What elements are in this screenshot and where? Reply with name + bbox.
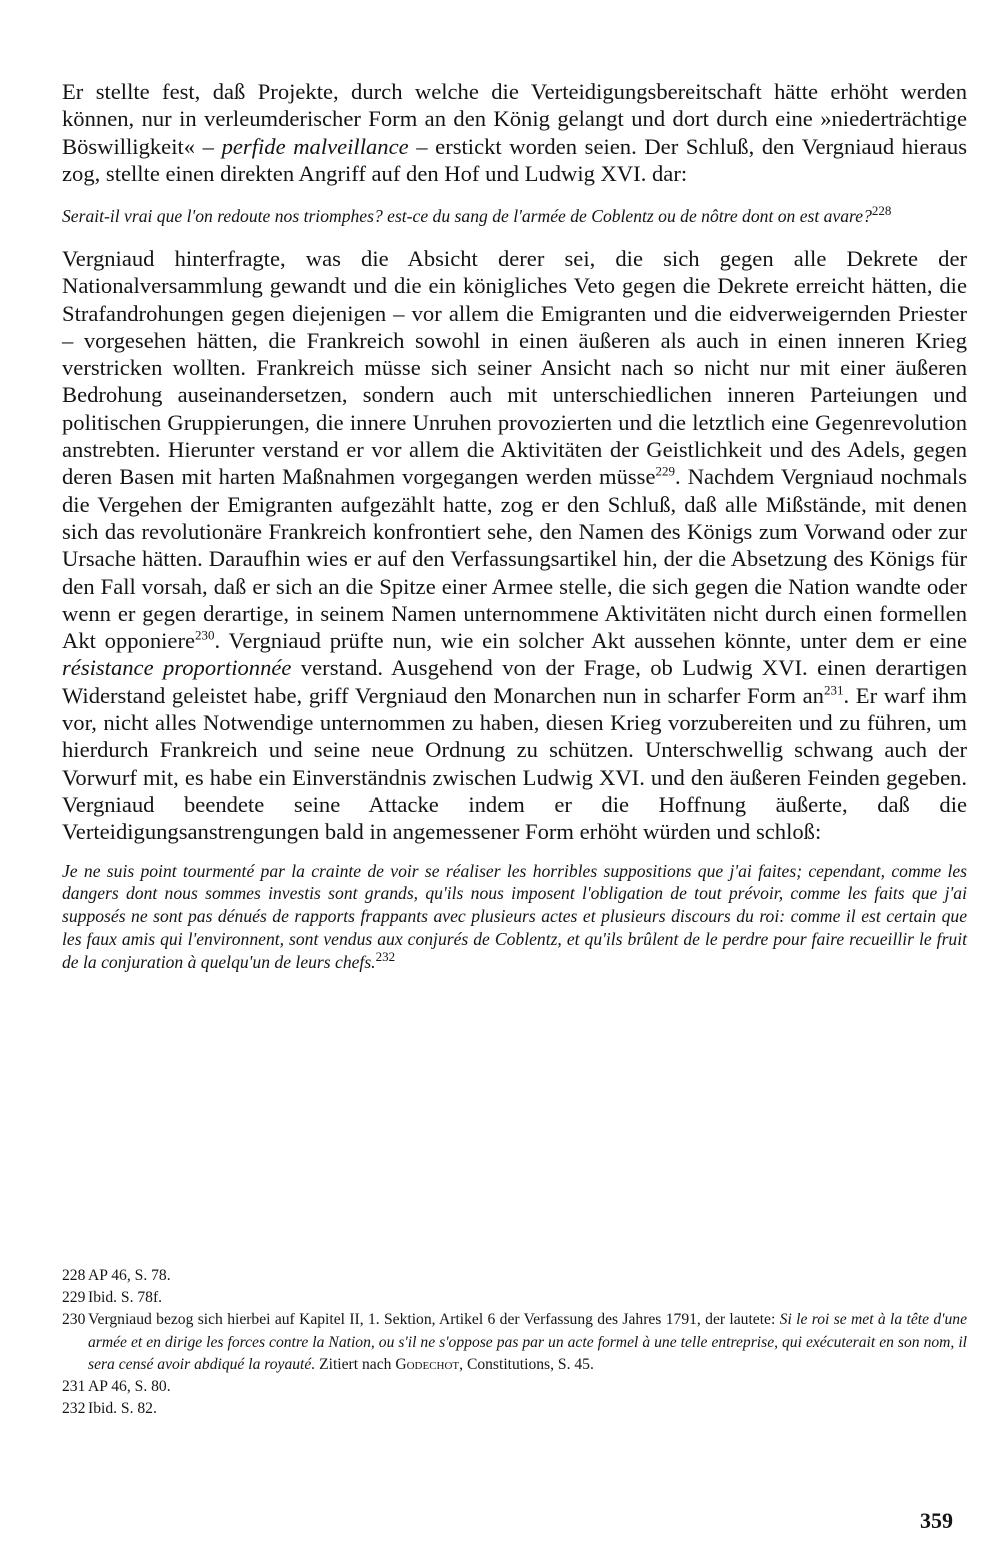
footnote-number: 231 <box>62 1378 86 1396</box>
footnote-text <box>88 1309 967 1376</box>
paragraph-2-italic-term: résistance proportionnée <box>62 655 292 681</box>
footnote-text: Ibid. S. 82. <box>88 1400 157 1418</box>
page-number: 359 <box>920 1508 953 1533</box>
footnote-230 <box>62 1309 967 1376</box>
footnote-230-text-c: Zitiert nach <box>315 1355 396 1373</box>
footnote-number: 230 <box>62 1311 86 1329</box>
footnote-229 <box>62 1287 967 1309</box>
paragraph-2-text-f: . Er warf ihm vor, nicht alles Notwendige unternommen zu haben, diesen Krieg vorzubereiten und zu führen, um hierdurch Frankreich und seine neue Ordnung zu schützen. Unterschwellig schwang auch der Vorwurf mit, es habe ein Einverständnis zwischen Ludwig XVI. und den äußeren Feinden gegeben. Vergniaud beendete seine Attacke indem er die Hoffnung äußerte, daß die Verteidigungsanstrengungen bald in angemessener Form erhöht würden und schloß: <box>62 682 967 845</box>
block-quote-2-text: Je ne suis point tourmenté par la crainte de voir se réaliser les horribles suppositions que j'ai faites; cependant, comme les dangers dont nous sommes investis sont grands, qu'ils nous imposent l'obligation de tout prévoir, comme les faits que j'ai supposés ne sont pas dénués de rapports frappants avec plusieurs actes et plusieurs discours du roi: comme il est certain que les faux amis qui l'environnent, sont vendus aux conjurés de Coblentz, et qu'ils brûlent de le perdre pour faire recueillir le fruit de la conjuration à quelqu'un de leurs chefs. <box>62 860 967 972</box>
footnote-number: 229 <box>62 1289 86 1307</box>
paragraph-2-text-a: Vergniaud hinterfragte, was die Absicht derer sei, die sich gegen alle Dekrete der Nationalversammlung gewandt und die ein königliches Veto gegen die Dekrete erreicht hätten, die Strafandrohungen gegen diejenigen – vor allem die Emigranten und die eidverweigernden Priester – vorgesehen hätten, die Frankreich sowohl in einen äußeren als auch in einen inneren Krieg verstricken wollten. Frankreich müsse sich seiner Ansicht nach so nicht nur mit einer äußeren Bedrohung auseinandersetzen, sondern auch mit unterschiedlichen inneren Parteiungen und politischen Gruppierungen, die innere Unruhen provozierten und die letztlich eine Gegenrevolution anstrebten. Hierunter verstand er vor allem die Aktivitäten der Geistlichkeit und des Adels, gegen deren Basen mit harten Maßnahmen vorgegangen werden müsse <box>62 245 967 490</box>
footnote-number: 228 <box>62 1267 86 1284</box>
footnote-230-quote: Si le roi se met à la tête d'une armée et en dirige les forces contre la Nation, ou s'il ne s'oppose pas par un acte formel à une telle entreprise, qui exécuterait en son nom, il sera censé avoir abdiqué la royauté. <box>88 1311 967 1373</box>
footnote-ref-230: 230 <box>195 627 215 643</box>
paragraph-1-italic-term: perfide malveillance <box>221 133 409 159</box>
footnote-ref-228: 228 <box>871 203 892 219</box>
block-quote-1 <box>62 205 967 228</box>
paragraph-2-text-c: . Vergniaud prüfte nun, wie ein solcher Akt aussehen könnte, unter dem er eine <box>214 628 967 654</box>
footnote-230-text-e: , Constitutions, S. 45. <box>459 1355 594 1373</box>
footnote-ref-232: 232 <box>375 948 396 964</box>
footnote-number: 232 <box>62 1400 86 1418</box>
footnote-231 <box>62 1376 967 1398</box>
footnote-232 <box>62 1398 967 1420</box>
footnote-text: AP 46, S. 78. <box>88 1267 171 1284</box>
block-quote-1-text: Serait-il vrai que l'on redoute nos triomphes? est-ce du sang de l'armée de Coblentz ou de nôtre dont on est avare? <box>62 206 872 227</box>
footnote-text: AP 46, S. 80. <box>88 1378 171 1396</box>
paragraph-2-text-b: . Nachdem Vergniaud nochmals die Vergehen der Emigranten aufgezählt hatte, zog er den Schluß, daß alle Mißstände, mit denen sich das revolutionäre Frankreich konfrontiert sehe, den Namen des Königs zum Vorwand oder zur Ursache hätten. Daraufhin wies er auf den Verfassungsartikel hin, der die Absetzung des Königs für den Fall vorsah, daß er sich an die Spitze einer Armee stelle, die sich gegen die Nation wandte oder wenn er gegen derartige, in seinem Namen unternommene Aktivitäten nicht durch einen formellen Akt opponiere <box>62 464 967 654</box>
footnote-230-author: Godechot <box>395 1355 460 1373</box>
paragraph-1 <box>62 78 967 187</box>
footnote-228 <box>62 1265 967 1287</box>
footnotes <box>62 1265 967 1420</box>
block-quote-2 <box>62 860 967 974</box>
paragraph-1-text-a: Er stellte fest, daß Projekte, durch welche die Verteidigungsbereitschaft hätte erhöht werden können, nur in verleumderischer Form an den König gelangt und dort durch eine »niederträchtige Böswilligkeit« – <box>62 79 967 159</box>
footnote-ref-229: 229 <box>655 463 675 479</box>
footnote-text: Ibid. S. 78f. <box>88 1289 163 1307</box>
footnote-230-text-a: Vergniaud bezog sich hierbei auf Kapitel II, 1. Sektion, Artikel 6 der Verfassung des Jahres 1791, der lautete: <box>88 1311 780 1329</box>
main-text <box>62 78 967 974</box>
paragraph-1-text-c: – erstickt worden seien. Der Schluß, den Vergniaud hieraus zog, stellte einen direkten Angriff auf den Hof und Ludwig XVI. dar: <box>62 133 967 186</box>
footnote-ref-231: 231 <box>823 682 844 698</box>
paragraph-2-text-e: verstand. Ausgehend von der Frage, ob Ludwig XVI. einen derartigen Widerstand geleistet habe, griff Vergniaud den Monarchen nun in scharfer Form an <box>62 655 967 708</box>
paragraph-2 <box>62 245 967 846</box>
